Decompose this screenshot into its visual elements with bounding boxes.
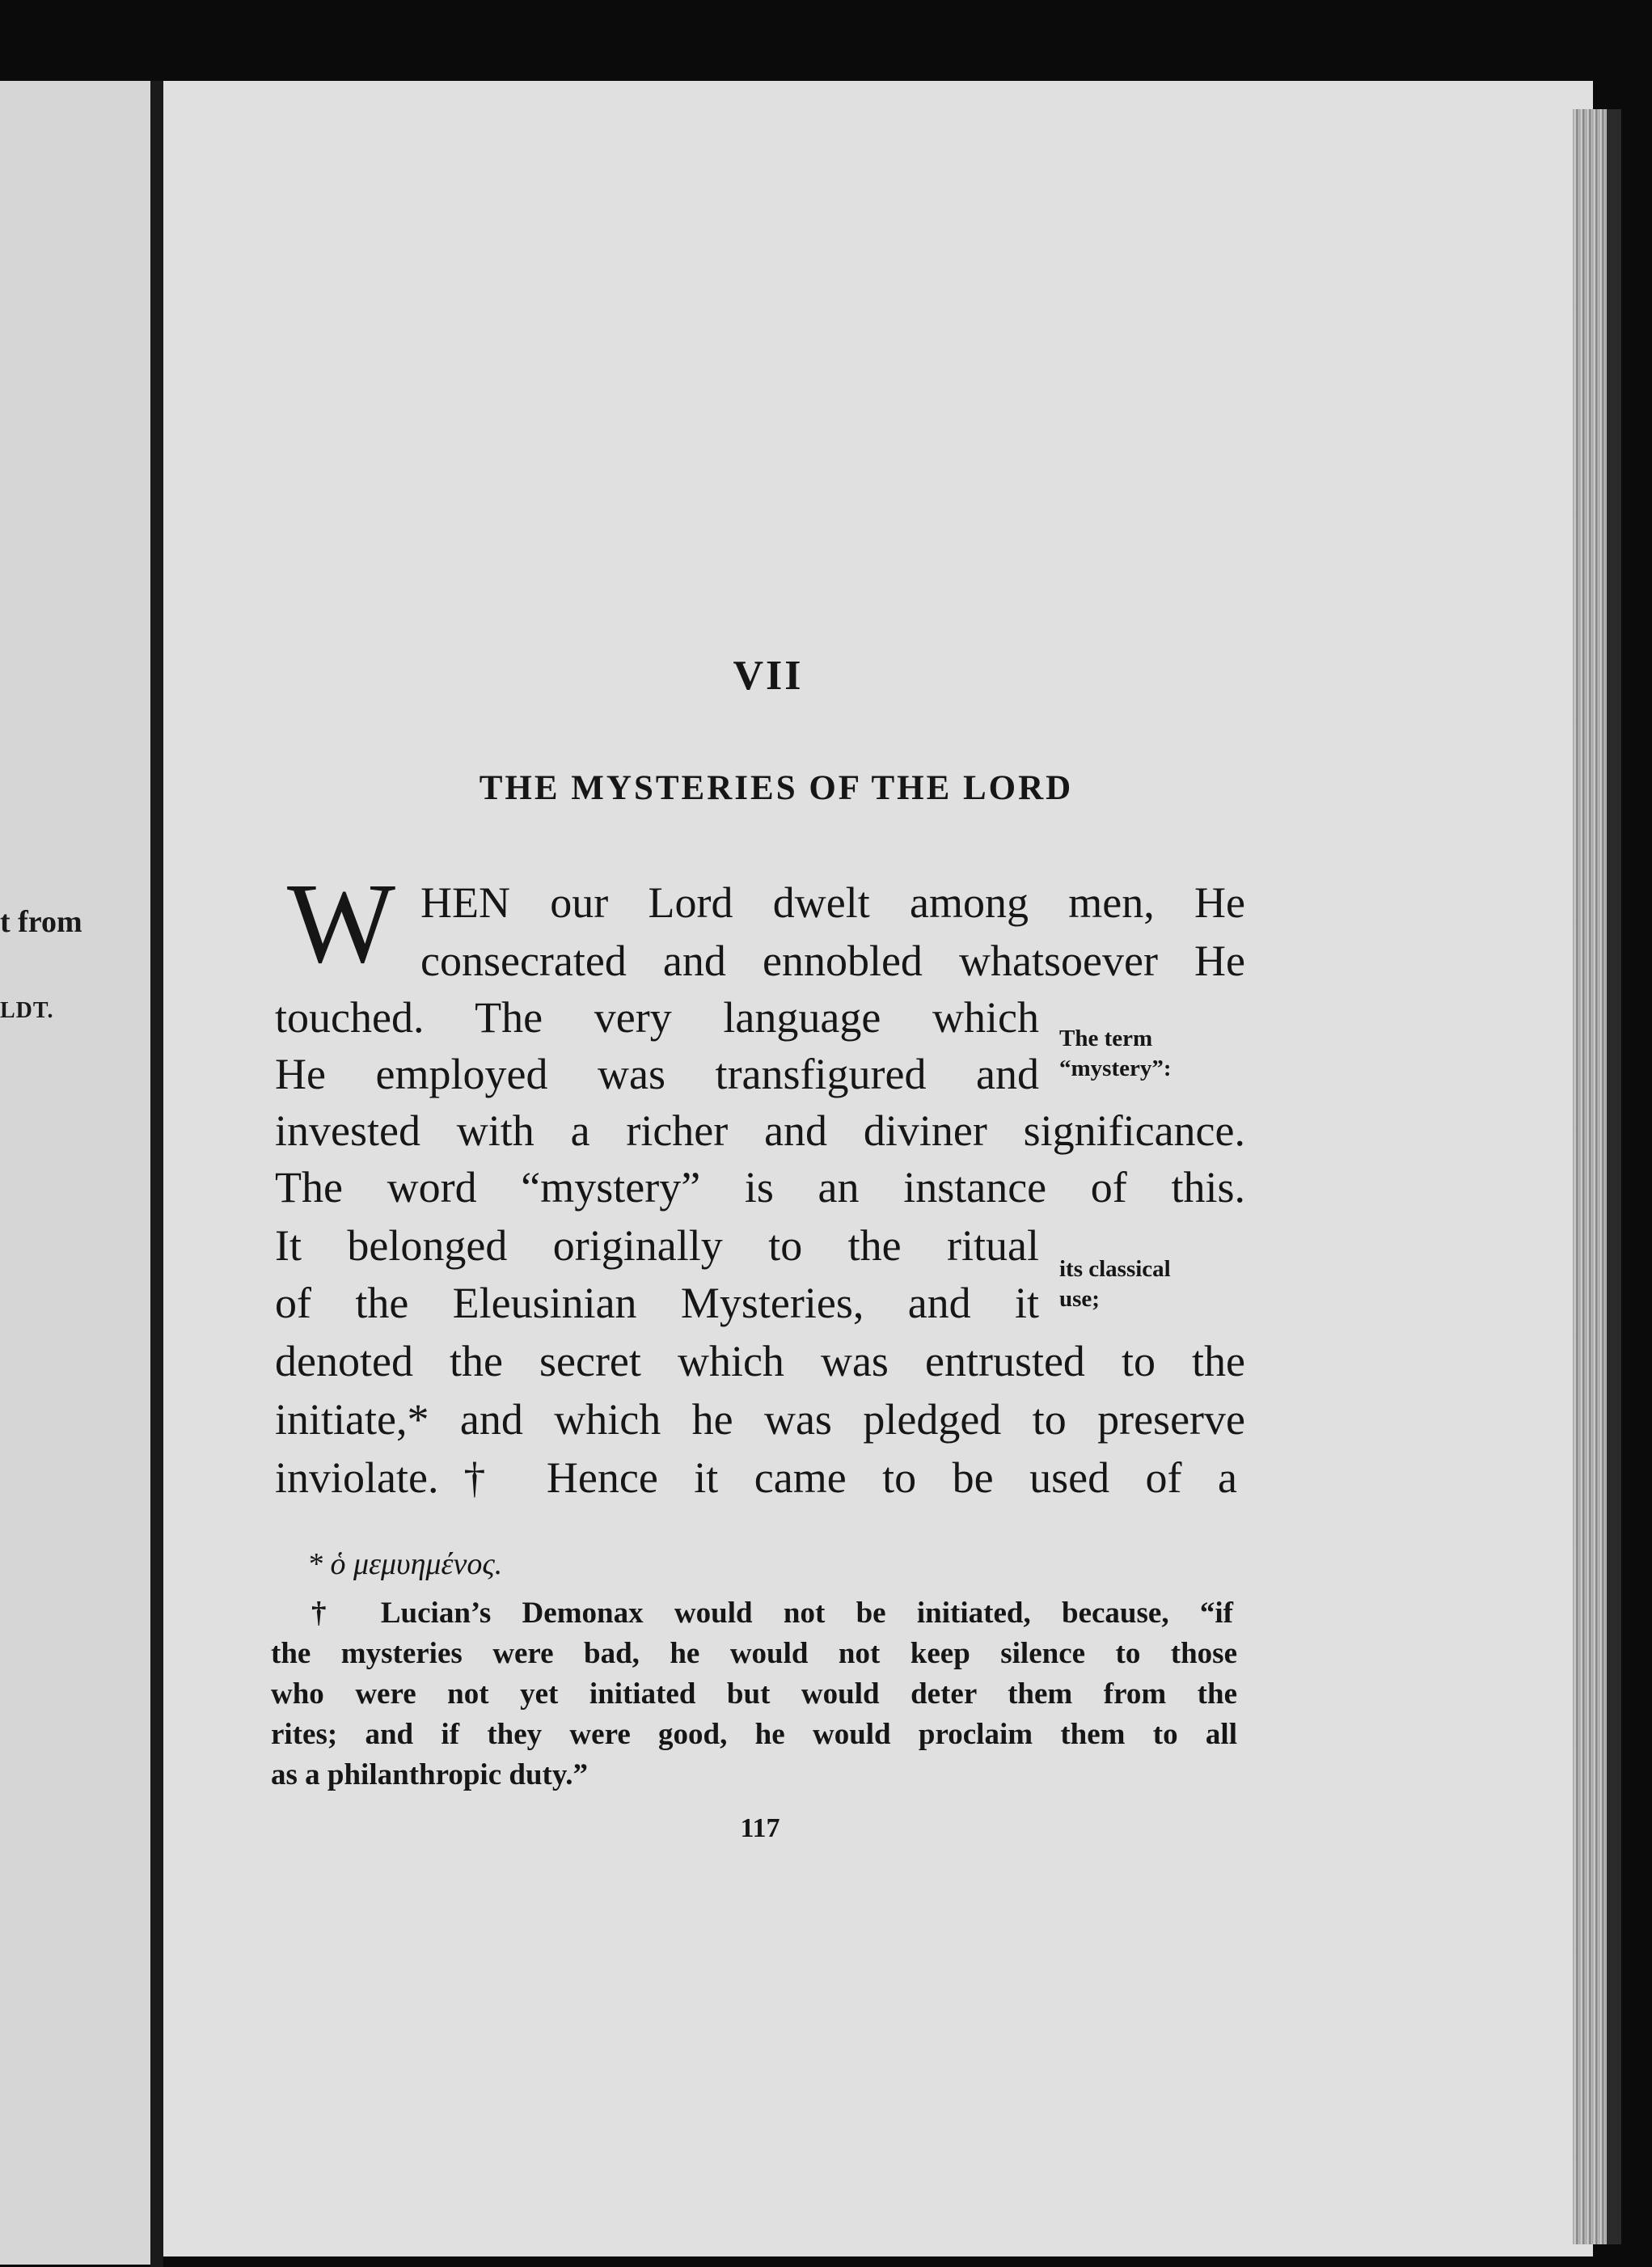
marginal-note: The term xyxy=(1059,1026,1153,1051)
marginal-note: its classical xyxy=(1059,1256,1171,1282)
body-line: He employed was transfigured and xyxy=(275,1050,1039,1098)
marginal-note: “mystery”: xyxy=(1059,1055,1172,1081)
page-edges xyxy=(1573,109,1607,2244)
left-page xyxy=(0,81,154,2265)
footnote-line: rites; and if they were good, he would proclaim them to all xyxy=(271,1718,1237,1751)
book-cover-edge xyxy=(1607,109,1621,2244)
body-line: inviolate.† Hence it came to be used of a xyxy=(275,1453,1237,1502)
book-gutter xyxy=(150,81,163,2267)
chapter-title: THE MYSTERIES OF THE LORD xyxy=(479,769,1074,807)
drop-cap: W xyxy=(287,859,396,987)
footnote-line: who were not yet initiated but would deter them from the xyxy=(271,1677,1237,1711)
footnote-line: the mysteries were bad, he would not keep silence to those xyxy=(271,1637,1237,1670)
body-line: consecrated and ennobled whatsoever He xyxy=(420,937,1245,985)
body-line: initiate,* and which he was pledged to preserve xyxy=(275,1395,1245,1444)
body-line: invested with a richer and diviner significance. xyxy=(275,1106,1245,1155)
body-line: denoted the secret which was entrusted to the xyxy=(275,1337,1245,1385)
page-number: 117 xyxy=(740,1813,780,1843)
left-page-text-fragment: LDT. xyxy=(0,998,54,1023)
body-line: It belonged originally to the ritual xyxy=(275,1221,1039,1270)
footnote-line: as a philanthropic duty.” xyxy=(271,1758,589,1791)
body-line: The word “mystery” is an instance of this. xyxy=(275,1163,1245,1212)
marginal-note: use; xyxy=(1059,1286,1100,1312)
body-line: HEN our Lord dwelt among men, He xyxy=(420,878,1245,927)
footnote-line: † Lucian’s Demonax would not be initiated, because, “if xyxy=(311,1597,1233,1630)
body-line: touched. The very language which xyxy=(275,993,1039,1042)
body-line: of the Eleusinian Mysteries, and it xyxy=(275,1279,1039,1327)
left-page-text-fragment: t from xyxy=(0,905,82,939)
footnote-greek: * ὁ μεμυημένος. xyxy=(307,1547,503,1581)
chapter-number: VII xyxy=(733,653,804,699)
